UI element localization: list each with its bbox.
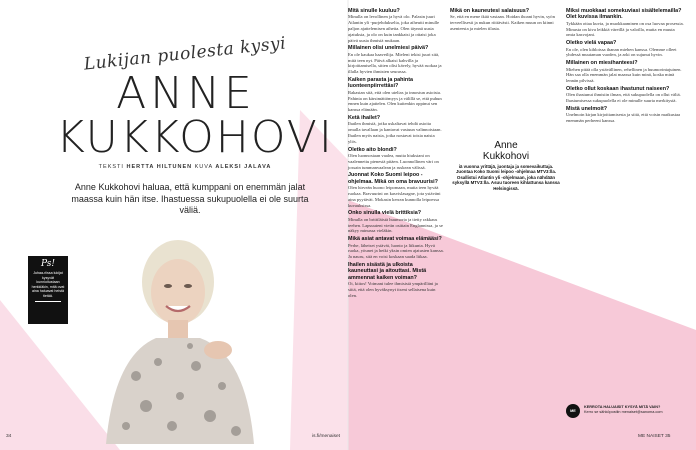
page-number: 35 <box>665 434 671 439</box>
question: Miksi muokkaat somekuviasi sisältelemailla? Olet kuvissa ilmankin. <box>566 8 682 21</box>
footer-subline: Kerro se sähköpostiin menaiset@sanoma.com <box>584 409 663 414</box>
question: Kaiken parasta ja pahinta luonteenpiirrettäsi? <box>348 76 414 90</box>
question: Oletko vielä vapaa? <box>566 40 617 47</box>
answer: Se, että en mene ikää vastaan. Hoidan ihoani hyvin, syön terveellisesti ja nukun riittävästi. Kaiken muun on kiinni asenteesta ja mielen tilasta. <box>450 14 555 31</box>
magazine-name: ME NAISET <box>638 434 664 439</box>
interview-column-1 <box>348 6 444 301</box>
answer: Oi, kiitos! Voimani tulee ihmisistä ympärilläni ja siitä, että olen hyväksynyt itseni sellaisena kuin olen. <box>348 281 438 298</box>
answer: Miehen pitää olla ystävällinen, rehellinen ja huumorintajuinen. Hän saa olla enemmän jalat maassa kuin minä, koska minä lennän pilvissä. <box>566 66 682 84</box>
magazine-logo: ME <box>566 404 580 418</box>
question: Millainen olisi unelmiesi päivä? <box>348 45 429 52</box>
portrait-photo <box>86 226 266 444</box>
answer: Olen ihastunut ihmisiin ilman, että sukupuolella on ollut väliä. Ihastumisessa sukupuolella ei ole minulle suurta merkitystä. <box>566 92 681 104</box>
credits <box>60 164 310 170</box>
answer: Ihailen ihmisiä, jotka uskaltavat tehdä asioita omalla tavallaan ja kantavat vastuun valinnoistaan. Ihailen myös naisia, jotka nostavat toisia naisia ylös. <box>348 121 442 144</box>
quote-box <box>28 256 68 324</box>
question: Ketä ihailet? <box>348 114 381 121</box>
credits-photographer: ALEKSI JALAVA <box>215 164 272 170</box>
answer: En ole, olen kihloissa ihanan miehen kanssa. Olemme olleet yhdessä muutaman vuoden, ja arki on sujunut hyvin. <box>566 46 677 58</box>
headline-last-name: KUKKOHOVI <box>56 112 334 163</box>
page-number-left: 34 <box>6 434 12 439</box>
answer: Tykkään ottaa kuvia, ja muokkaaminen on osa luovaa prosessia. Minusta on kiva leikkiä väreillä ja valoilla, mutta en muuta omia kasvojani. <box>566 20 684 38</box>
answer: Unelmoin kirjan kirjoittamisesta ja siitä, että voisin matkustaa enemmän perheeni kanssa. <box>566 112 681 124</box>
question: Onko sinulla vielä brittiksia? <box>348 210 422 217</box>
quote-signature: Ps! <box>40 259 56 269</box>
question: Millainen on miesihanteesi? <box>566 60 638 67</box>
answer: Olen luonnostaan vaalea, mutta hiuksiani on vaalennettu pienestä pitäen. Luonnollinen väri on jossain tummanvaalean ja ruskean välissä. <box>348 152 439 170</box>
answer: En ole kaukaa haaveilija. Mieleni tekisi juuri sitä, mitä teen nyt. Päivä alkaisi kahvilla ja kirjoittamisella, sitten olisi kävely, hyvää ruokaa ja illalla hyvien ihmisten seurassa. <box>348 51 442 75</box>
question: Mitä sinulle kuuluu? <box>348 8 400 14</box>
quote-text: Juhaa-riissa lukijat kysyvät kunnioitustaan herkkiäkin, mitä ovat aina haluavat heistä tietää. <box>31 271 65 298</box>
credits-writer: HERTTA HILTUNEN <box>126 164 193 170</box>
quote-rule <box>35 301 61 302</box>
question: Ihailen sisästä ja ulkoista kauneuttasi ja aitouttasi. Mistä ammennat kaiken voiman? <box>348 261 427 281</box>
profile-title-last: Kukkohovi <box>482 151 530 162</box>
profile-text: iä vuonna yrittäjä, juontaja ja somevaikuttaja. Juontaa Koko Suomi leipoo -ohjelmaa MTV3:lla. Osallistui Atlantin yli -ohjelmaan, joka nähdään syksyllä MTV3:lla. Asuu tuoreen kihlattunsa kanssa Helsingissä. <box>452 164 560 191</box>
answer: Perhe, läheiset ystävät, luonto ja liikunta. Hyvä ruoka, yöunet ja hetki yksin omien ajatusten kanssa. Ja nauru, sitä en voisi koskaan saada liikaa. <box>348 242 444 260</box>
footer-headline: KERROTA HALUAISIT KYSYÄ MITÄ VAIN? <box>584 405 661 409</box>
page-number-right <box>638 434 670 439</box>
credits-label-photo: KUVA <box>194 164 213 170</box>
interview-column-3 <box>566 6 684 126</box>
question: Juonnat Koko Suomi leipoo -ohjelmaa. Mikä on oma bravuurisi? <box>348 172 438 185</box>
lead-paragraph: Anne Kukkohovi haluaa, että kumppani on enemmän jalat maassa kuin hän itse. Ihastuessa sukupuolella ei ole suurta väliä. <box>71 182 309 215</box>
headline-first-name: ANNE <box>116 68 256 119</box>
profile-box <box>450 140 562 191</box>
answer: Rakastan sitä, että olen utelias ja innostun asioista. Pahinta on kärsimättömyys ja välillä se, että puhun ennen kuin ajattelen. Olen kuitenkin oppinut sen kanssa elämään. <box>348 89 442 113</box>
question: Mistä unelmoit? <box>566 106 608 112</box>
question: Mikä on kauneutesi salaisuus? <box>450 8 530 14</box>
profile-title-first: Anne <box>494 140 518 151</box>
script-title: Lukijan puolesta kysyi <box>82 33 288 75</box>
answer: Minulla on brittiläistä huumoria ja tietty rakkaus teehen. Lapsuuteni vietin osittain Englannissa, ja se näkyy minussa vieläkin. <box>348 216 443 234</box>
credits-label-text: TEKSTI <box>98 164 124 170</box>
answer: Olen hirveän huono leipomaan, mutta teen hyvää ruokaa. Bravuurini on kasvislasagne, jota ystäväni aina pyytävät. Mokasin kerran kunnolla leipoessa kuvauksissa. <box>348 185 441 208</box>
question: Oletko aito blondi? <box>348 146 397 153</box>
interview-column-2 <box>450 6 562 34</box>
website-footer: is.fi/menaiset <box>312 434 340 439</box>
question: Oletko ollut koskaan ihastunut naiseen? <box>566 86 670 92</box>
question: Mikä asiat antavat voimaa elämääsi? <box>348 236 442 243</box>
footer-callout <box>584 405 692 415</box>
answer: Minulla on levollinen ja hyvä olo. Palasin juuri Atlantin yli -purjehdukselta, joka aiheutti minulle paljon ajattelemisen aihetta. Olen täynnä uusia ajatuksia, ja olo on kuin tankkaisi ja ottaisi joka päivä uusia ihmisiä mukaan. <box>348 14 440 43</box>
